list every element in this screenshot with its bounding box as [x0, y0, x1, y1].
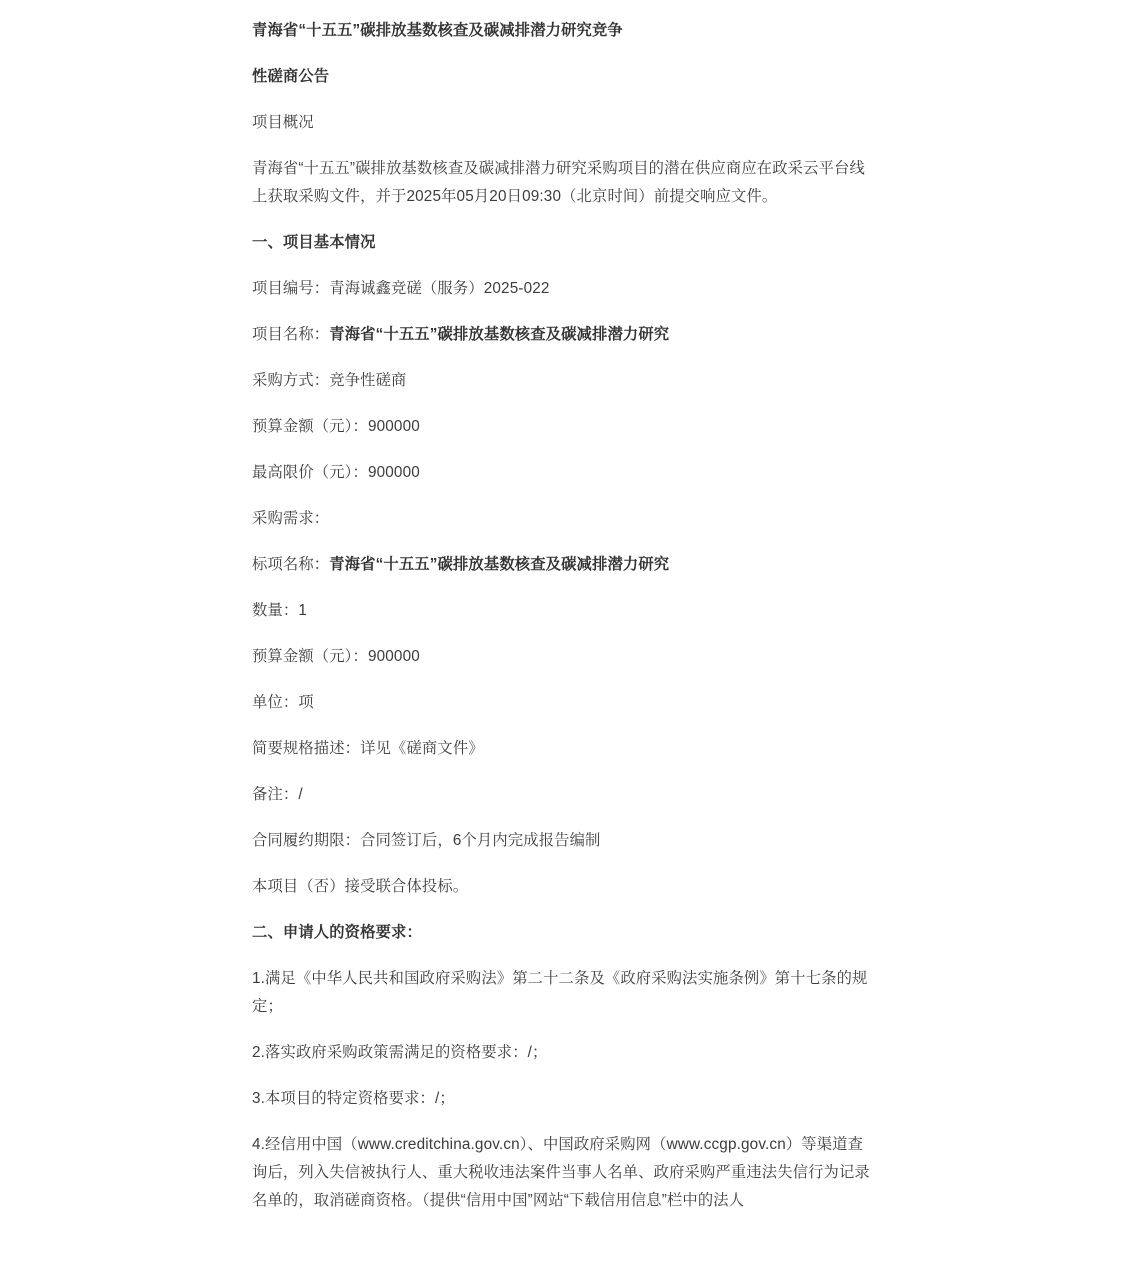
field-label: 最高限价（元）：	[252, 464, 368, 481]
field-value: 竞争性磋商	[329, 372, 407, 389]
field-label: 项目名称：	[252, 326, 330, 343]
field-label: 采购需求：	[252, 510, 330, 527]
field-budget-amount	[252, 404, 874, 450]
field-procurement-requirements	[252, 496, 874, 542]
section-heading-applicant-qualifications: 二、申请人的资格要求：	[252, 924, 422, 941]
field-value: 900000	[367, 418, 420, 435]
section-heading-project-basics: 一、项目基本情况	[252, 234, 376, 251]
document-body	[252, 8, 874, 1224]
field-project-name	[252, 312, 874, 358]
field-unit	[252, 680, 874, 726]
announcement-title-line-2: 性磋商公告	[252, 68, 330, 85]
field-label: 预算金额（元）：	[252, 418, 368, 435]
field-value: 900000	[367, 648, 420, 665]
field-label: 预算金额（元）：	[252, 648, 368, 665]
field-value: 合同签订后，6个月内完成报告编制	[360, 832, 601, 849]
qualification-item-2: 2.落实政府采购政策需满足的资格要求：/；	[252, 1044, 548, 1061]
field-procurement-method	[252, 358, 874, 404]
project-field-list	[252, 266, 874, 864]
field-label: 备注：	[252, 786, 299, 803]
field-label: 数量：	[252, 602, 299, 619]
field-label: 项目编号：	[252, 280, 330, 297]
field-label: 标项名称：	[252, 556, 330, 573]
field-brief-specification	[252, 726, 874, 772]
consortium-statement: 本项目（否）接受联合体投标。	[252, 878, 469, 895]
announcement-title-line-1: 青海省“十五五”碳排放基数核查及碳减排潜力研究竞争	[252, 22, 623, 39]
project-overview-heading: 项目概况	[252, 114, 314, 131]
qualification-item-4: 4.经信用中国（www.creditchina.gov.cn）、中国政府采购网（www.ccgp.gov.cn）等渠道查询后，列入失信被执行人、重大税收违法案件当事人名单、政府采购严重违法失信行为记录名单的，取消磋商资格。（提供“信用中国”网站“下载信用信息”栏中的法人	[252, 1136, 870, 1209]
field-value: 青海省“十五五”碳排放基数核查及碳减排潜力研究	[329, 326, 670, 343]
field-label: 单位：	[252, 694, 299, 711]
field-lot-budget-amount	[252, 634, 874, 680]
field-project-number	[252, 266, 874, 312]
field-value: 900000	[367, 464, 420, 481]
field-contract-period	[252, 818, 874, 864]
field-remark	[252, 772, 874, 818]
field-maximum-price	[252, 450, 874, 496]
field-value: 1	[298, 602, 308, 619]
field-value: /	[298, 786, 303, 803]
field-value: 青海诚鑫竞磋（服务）2025-022	[329, 280, 550, 297]
qualification-list	[252, 956, 874, 1224]
field-label: 采购方式：	[252, 372, 330, 389]
field-value: 项	[298, 694, 314, 711]
field-label: 简要规格描述：	[252, 740, 361, 757]
qualification-item-1: 1.满足《中华人民共和国政府采购法》第二十二条及《政府采购法实施条例》第十七条的规定；	[252, 970, 868, 1015]
field-label: 合同履约期限：	[252, 832, 361, 849]
project-overview-paragraph: 青海省“十五五”碳排放基数核查及碳减排潜力研究采购项目的潜在供应商应在政采云平台线上获取采购文件，并于2025年05月20日09:30（北京时间）前提交响应文件。	[252, 160, 865, 205]
field-value: 详见《磋商文件》	[360, 740, 484, 757]
field-lot-name	[252, 542, 874, 588]
qualification-item-3: 3.本项目的特定资格要求：/；	[252, 1090, 455, 1107]
field-quantity	[252, 588, 874, 634]
field-value: 青海省“十五五”碳排放基数核查及碳减排潜力研究	[329, 556, 670, 573]
